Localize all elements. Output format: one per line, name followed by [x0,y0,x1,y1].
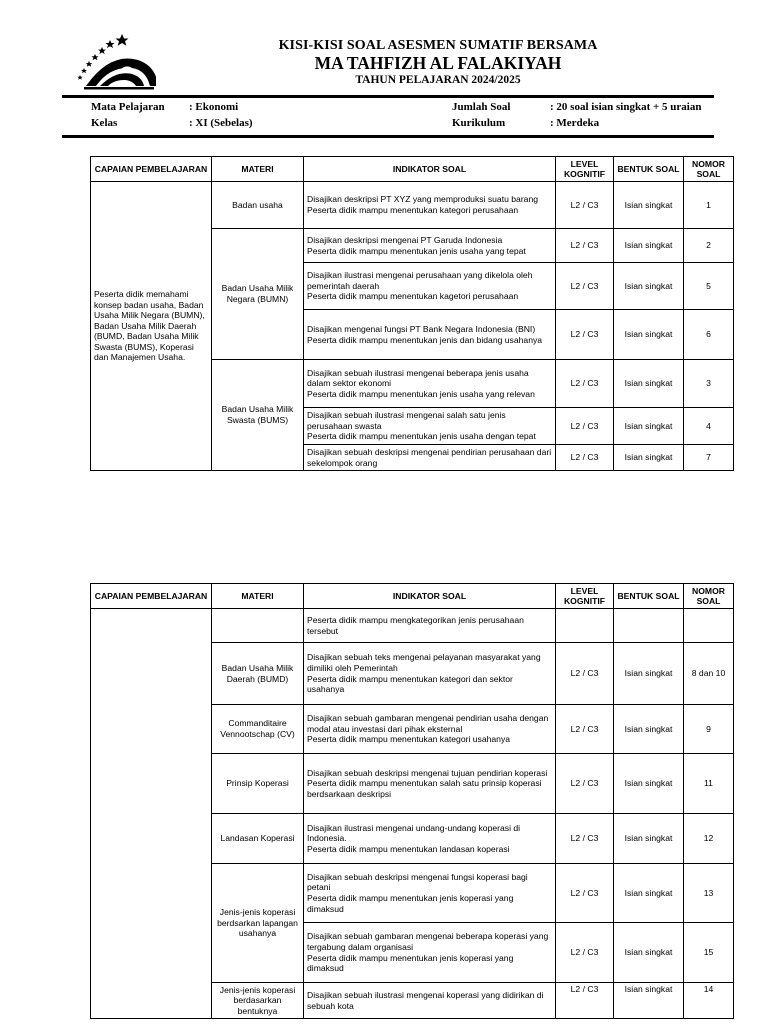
capaian-cell: Peserta didik memahami konsep badan usaha, Badan Usaha Milik Negara (BUMN), Badan Usaha Milik Daerah (BUMD, Badan Usaha Milik Swasta (BUMS), Koperasi dan Manajemen Usaha. [91,182,212,471]
indikator-stimulus: Disajikan sebuah gambaran mengenai beberapa koperasi yang tergabung dalam organisasi [307,931,549,952]
nomor-cell: 1 [684,182,734,229]
col-bentuk: BENTUK SOAL [614,584,684,609]
school-logo-icon [70,30,156,92]
mapel-value: : Ekonomi [189,101,239,113]
materi-cell: Prinsip Koperasi [212,754,304,814]
bentuk-cell: Isian singkat [614,229,684,263]
bentuk-cell: Isian singkat [614,864,684,923]
indikator-stimulus: Disajikan sebuah deskripsi mengenai tujuan pendirian koperasi [307,767,548,778]
indikator-goal: Peserta didik mampu menentukan jenis dan bidang usahanya [307,334,543,345]
indikator-stimulus: Disajikan sebuah teks mengenai pelayanan masyarakat yang dimiliki oleh Pemerintah [307,652,541,673]
mapel-label: Mata Pelajaran [91,101,165,113]
bentuk-cell [614,609,684,643]
jumlah-value: : 20 soal isian singkat + 5 uraian [550,101,702,113]
bentuk-cell: Isian singkat [614,408,684,445]
indikator-cell [304,864,556,923]
capaian-cell [91,609,212,1019]
academic-year: TAHUN PELAJARAN 2024/2025 [355,74,521,86]
nomor-cell: 15 [684,923,734,983]
indikator-goal: Peserta didik mampu menentukan kategori dan sektor usahanya [307,673,513,695]
col-capaian: CAPAIAN PEMBELAJARAN [91,157,212,182]
indikator-goal: Peserta didik mampu menentukan kategori perusahaan [307,205,519,215]
header-divider-top [62,95,714,98]
indikator-goal: Peserta didik mampu menentukan salah satu prinsip koperasi berdsarkaan deskripsi [307,778,542,799]
table-row [91,609,734,643]
title-block [162,38,714,87]
indikator-goal: Peserta didik mampu menentukan kategori usahanya [307,734,511,745]
nomor-cell: 14 [684,983,734,1019]
indikator-goal: Peserta didik mampu menentukan jenis koperasi yang dimaksud [307,952,514,974]
level-cell [556,609,614,643]
level-cell: L2 / C3 [556,705,614,754]
nomor-cell: 7 [684,445,734,471]
indikator-cell [304,609,556,643]
col-materi: MATERI [212,157,304,182]
level-cell: L2 / C3 [556,310,614,360]
table-header-row [91,584,734,609]
indikator-cell [304,182,556,229]
indikator-stimulus: Disajikan deskripsi PT XYZ yang memproduksi suatu barang [307,194,539,205]
indikator-goal: Peserta didik mampu mengkategorikan jenis perusahaan tersebut [307,614,524,636]
level-cell: L2 / C3 [556,643,614,705]
indikator-cell [304,408,556,445]
kisi-kisi-table-1 [90,156,734,471]
col-indikator: INDIKATOR SOAL [304,584,556,609]
level-cell: L2 / C3 [556,445,614,471]
materi-cell: Badan Usaha Milik Swasta (BUMS) [212,360,304,471]
bentuk-cell: Isian singkat [614,445,684,471]
indikator-goal: Peserta didik mampu menentukan jenis usaha yang relevan [307,388,535,399]
bentuk-cell: Isian singkat [614,814,684,864]
bentuk-cell: Isian singkat [614,643,684,705]
level-cell: L2 / C3 [556,360,614,408]
jumlah-label: Jumlah Soal [452,101,511,113]
materi-cell: Jenis-jenis koperasi berdsarkan lapangan usahanya [212,864,304,983]
indikator-cell [304,643,556,705]
indikator-stimulus: Disajikan sebuah ilustrasi mengenai beberapa jenis usaha dalam sektor ekonomi [307,367,529,389]
materi-cell: Badan usaha [212,182,304,229]
col-level: LEVEL KOGNITIF [556,157,614,182]
indikator-stimulus: Disajikan ilustrasi mengenai undang-undang koperasi di Indonesia. [307,822,521,844]
bentuk-cell: Isian singkat [614,182,684,229]
indikator-cell [304,923,556,983]
indikator-cell [304,814,556,864]
indikator-stimulus: Disajikan mengenai fungsi PT Bank Negara Indonesia (BNI) [307,323,536,334]
table-header-row [91,157,734,182]
materi-cell: Jenis-jenis koperasi berdasarkan bentuknya [212,983,304,1019]
col-capaian: CAPAIAN PEMBELAJARAN [91,584,212,609]
indikator-cell [304,229,556,263]
nomor-cell: 2 [684,229,734,263]
materi-cell: Badan Usaha Milik Daerah (BUMD) [212,643,304,705]
kurikulum-label: Kurikulum [452,116,506,129]
col-nomor: NOMOR SOAL [684,157,734,182]
level-cell: L2 / C3 [556,754,614,814]
level-cell: L2 / C3 [556,263,614,310]
level-cell: L2 / C3 [556,983,614,1019]
indikator-stimulus: Disajikan sebuah deskripsi mengenai fungsi koperasi bagi petani [307,871,528,893]
indikator-cell [304,310,556,360]
title-line-1: KISI-KISI SOAL ASESMEN SUMATIF BERSAMA [278,38,598,53]
col-nomor: NOMOR SOAL [684,584,734,609]
bentuk-cell: Isian singkat [614,754,684,814]
kelas-value: : XI (Sebelas) [189,116,253,129]
bentuk-cell: Isian singkat [614,983,684,1019]
level-cell: L2 / C3 [556,408,614,445]
bentuk-cell: Isian singkat [614,263,684,310]
document-header [62,28,714,98]
indikator-cell [304,445,556,471]
level-cell: L2 / C3 [556,182,614,229]
materi-cell: Commanditaire Vennootschap (CV) [212,705,304,754]
nomor-cell: 12 [684,814,734,864]
header-divider-bottom [62,135,714,138]
indikator-cell [304,754,556,814]
indikator-goal: Peserta didik mampu menentukan jenis usaha dengan tepat [307,431,536,442]
indikator-stimulus: Disajikan sebuah deskripsi mengenai pendirian perusahaan dari sekelompok orang [307,446,552,468]
bentuk-cell: Isian singkat [614,923,684,983]
nomor-cell: 6 [684,310,734,360]
col-materi: MATERI [212,584,304,609]
level-cell: L2 / C3 [556,814,614,864]
materi-cell: Badan Usaha Milik Negara (BUMN) [212,229,304,360]
table-row [91,182,734,229]
bentuk-cell: Isian singkat [614,360,684,408]
level-cell: L2 / C3 [556,923,614,983]
indikator-cell [304,360,556,408]
indikator-cell [304,263,556,310]
school-name: MA TAHFIZH AL FALAKIYAH [314,53,562,73]
kelas-label: Kelas [91,116,118,129]
level-cell: L2 / C3 [556,864,614,923]
level-cell: L2 / C3 [556,229,614,263]
materi-cell [212,609,304,643]
indikator-stimulus: Disajikan ilustrasi mengenai perusahaan yang dikelola oleh pemerintah daerah [307,270,533,291]
indikator-stimulus: Disajikan sebuah ilustrasi mengenai koperasi yang didirikan di sebuah kota [307,989,544,1011]
nomor-cell [684,609,734,643]
indikator-goal: Peserta didik mampu menentukan jenis usaha yang tepat [307,245,526,256]
materi-cell: Landasan Koperasi [212,814,304,864]
nomor-cell: 8 dan 10 [684,643,734,705]
nomor-cell: 9 [684,705,734,754]
kisi-kisi-table-2 [90,583,734,1019]
nomor-cell: 4 [684,408,734,445]
indikator-goal: Peserta didik mampu menentukan kagetori perusahaan [307,291,519,302]
bentuk-cell: Isian singkat [614,310,684,360]
indikator-goal: Peserta didik mampu menentukan jenis koperasi yang dimaksud [307,893,514,914]
info-right [452,100,701,131]
indikator-cell [304,705,556,754]
col-indikator: INDIKATOR SOAL [304,157,556,182]
indikator-stimulus: Disajikan sebuah gambaran mengenai pendirian usaha dengan modal atau investasi dari pihak eksternal [307,713,549,734]
kurikulum-value: : Merdeka [550,116,600,129]
col-level: LEVEL KOGNITIF [556,584,614,609]
bentuk-cell: Isian singkat [614,705,684,754]
indikator-stimulus: Disajikan sebuah ilustrasi mengenai salah satu jenis perusahaan swasta [307,410,506,431]
indikator-goal: Peserta didik mampu menentukan landasan koperasi [307,843,510,854]
indikator-stimulus: Disajikan deskripsi mengenai PT Garuda Indonesia [307,234,503,245]
nomor-cell: 13 [684,864,734,923]
nomor-cell: 3 [684,360,734,408]
nomor-cell: 5 [684,263,734,310]
nomor-cell: 11 [684,754,734,814]
col-bentuk: BENTUK SOAL [614,157,684,182]
indikator-cell [304,983,556,1019]
info-left [91,100,253,131]
